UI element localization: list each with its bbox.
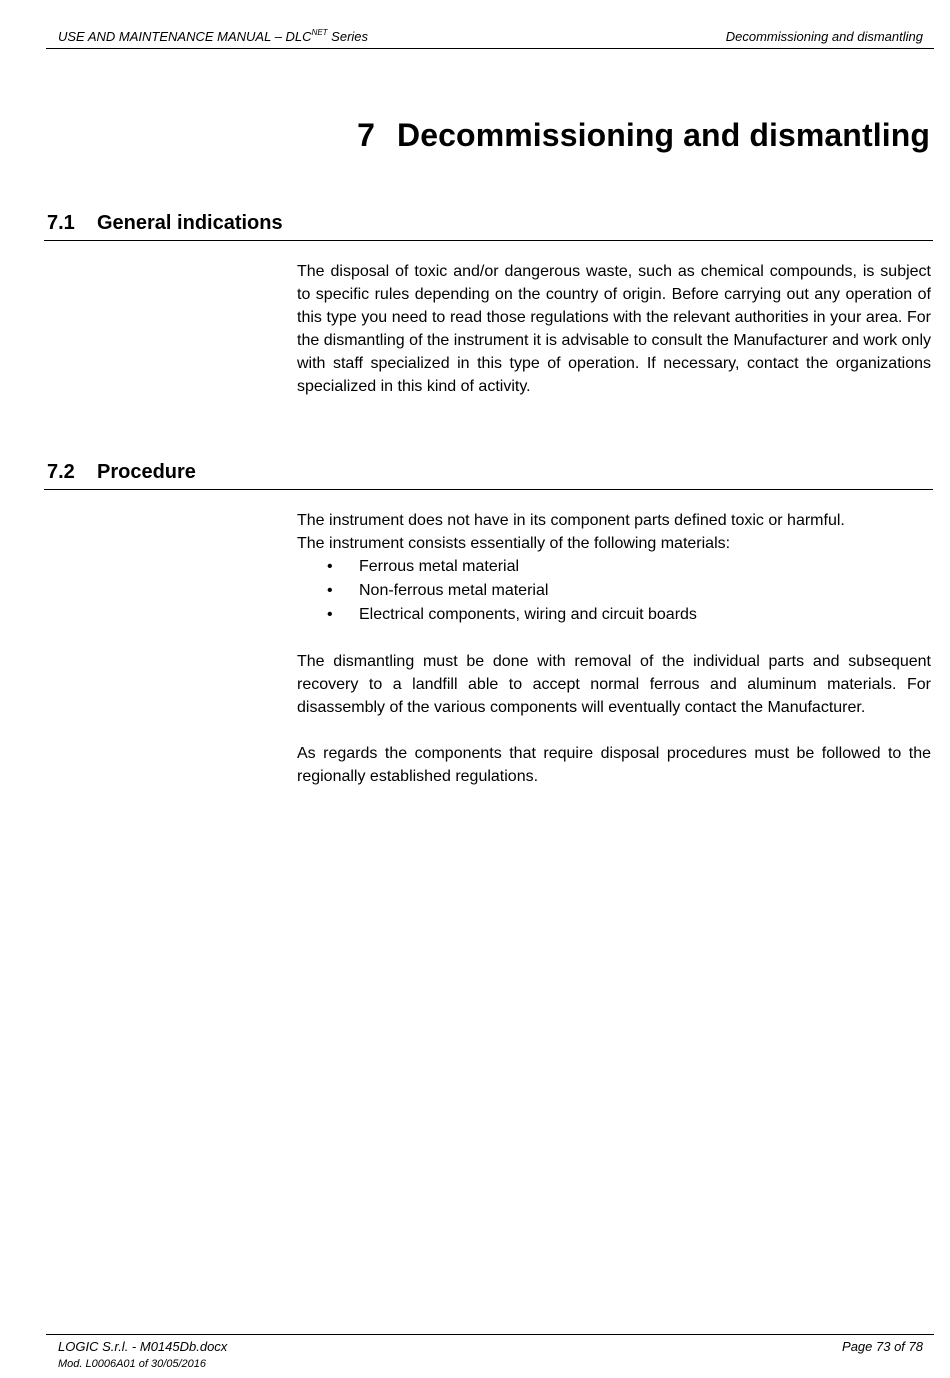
section-heading-procedure: [44, 461, 933, 490]
section-heading-general-indications: [44, 212, 933, 241]
paragraph: As regards the components that require disposal procedures must be followed to the regionally established regulations.: [297, 745, 931, 785]
page-footer: [46, 1334, 934, 1370]
general-indications-body: [297, 260, 931, 398]
header-chapter-name: Decommissioning and dismantling: [725, 29, 923, 44]
bullet-icon: •: [327, 606, 333, 623]
procedure-body: [297, 509, 931, 788]
footer-module-code: Mod. L0006A01 of 30/05/2016: [58, 1358, 207, 1370]
paragraph: The dismantling must be done with removal of the individual parts and subsequent recovery to a landfill able to accept normal ferrous and aluminum materials. For disassembly of the various components will eventually contact the Manufacturer.: [297, 653, 931, 716]
section-title: Procedure: [97, 461, 196, 483]
chapter-number: 7: [357, 117, 376, 153]
header-title-prefix: USE AND MAINTENANCE MANUAL – DLC: [58, 29, 312, 44]
list-item: [297, 579, 931, 603]
list-item: [297, 555, 931, 579]
header-title-superscript: NET: [311, 28, 328, 37]
intro-line: The instrument consists essentially of the following materials:: [297, 535, 731, 552]
page-header: [46, 28, 934, 49]
list-item: [297, 603, 931, 627]
list-item-text: Non-ferrous metal material: [359, 582, 549, 599]
list-item-text: Electrical components, wiring and circuit boards: [359, 606, 697, 623]
materials-list: [297, 555, 931, 627]
bullet-icon: •: [327, 558, 333, 575]
header-manual-title: [58, 29, 368, 44]
section-number: 7.1: [47, 212, 75, 234]
paragraph: The disposal of toxic and/or dangerous waste, such as chemical compounds, is subject to specific rules depending on the country of origin. Before carrying out any operation of this type you need to read those regulations with the relevant authorities in your area. For the dismantling of the instrument it is advisable to consult the Manufacturer and work only with staff specialized in this type of operation. If necessary, contact the organizations specialized in this kind of activity.: [297, 263, 931, 395]
intro-line: The instrument does not have in its component parts defined toxic or harmful.: [297, 512, 845, 529]
section-title: General indications: [97, 212, 283, 234]
chapter-title-text: Decommissioning and dismantling: [397, 117, 930, 153]
footer-page-number: Page 73 of 78: [842, 1339, 923, 1354]
chapter-title: [357, 117, 930, 154]
bullet-icon: •: [327, 582, 333, 599]
section-number: 7.2: [47, 461, 75, 483]
header-title-suffix: Series: [327, 29, 369, 44]
list-item-text: Ferrous metal material: [359, 558, 520, 575]
footer-document-name: LOGIC S.r.l. - M0145Db.docx: [58, 1339, 228, 1354]
